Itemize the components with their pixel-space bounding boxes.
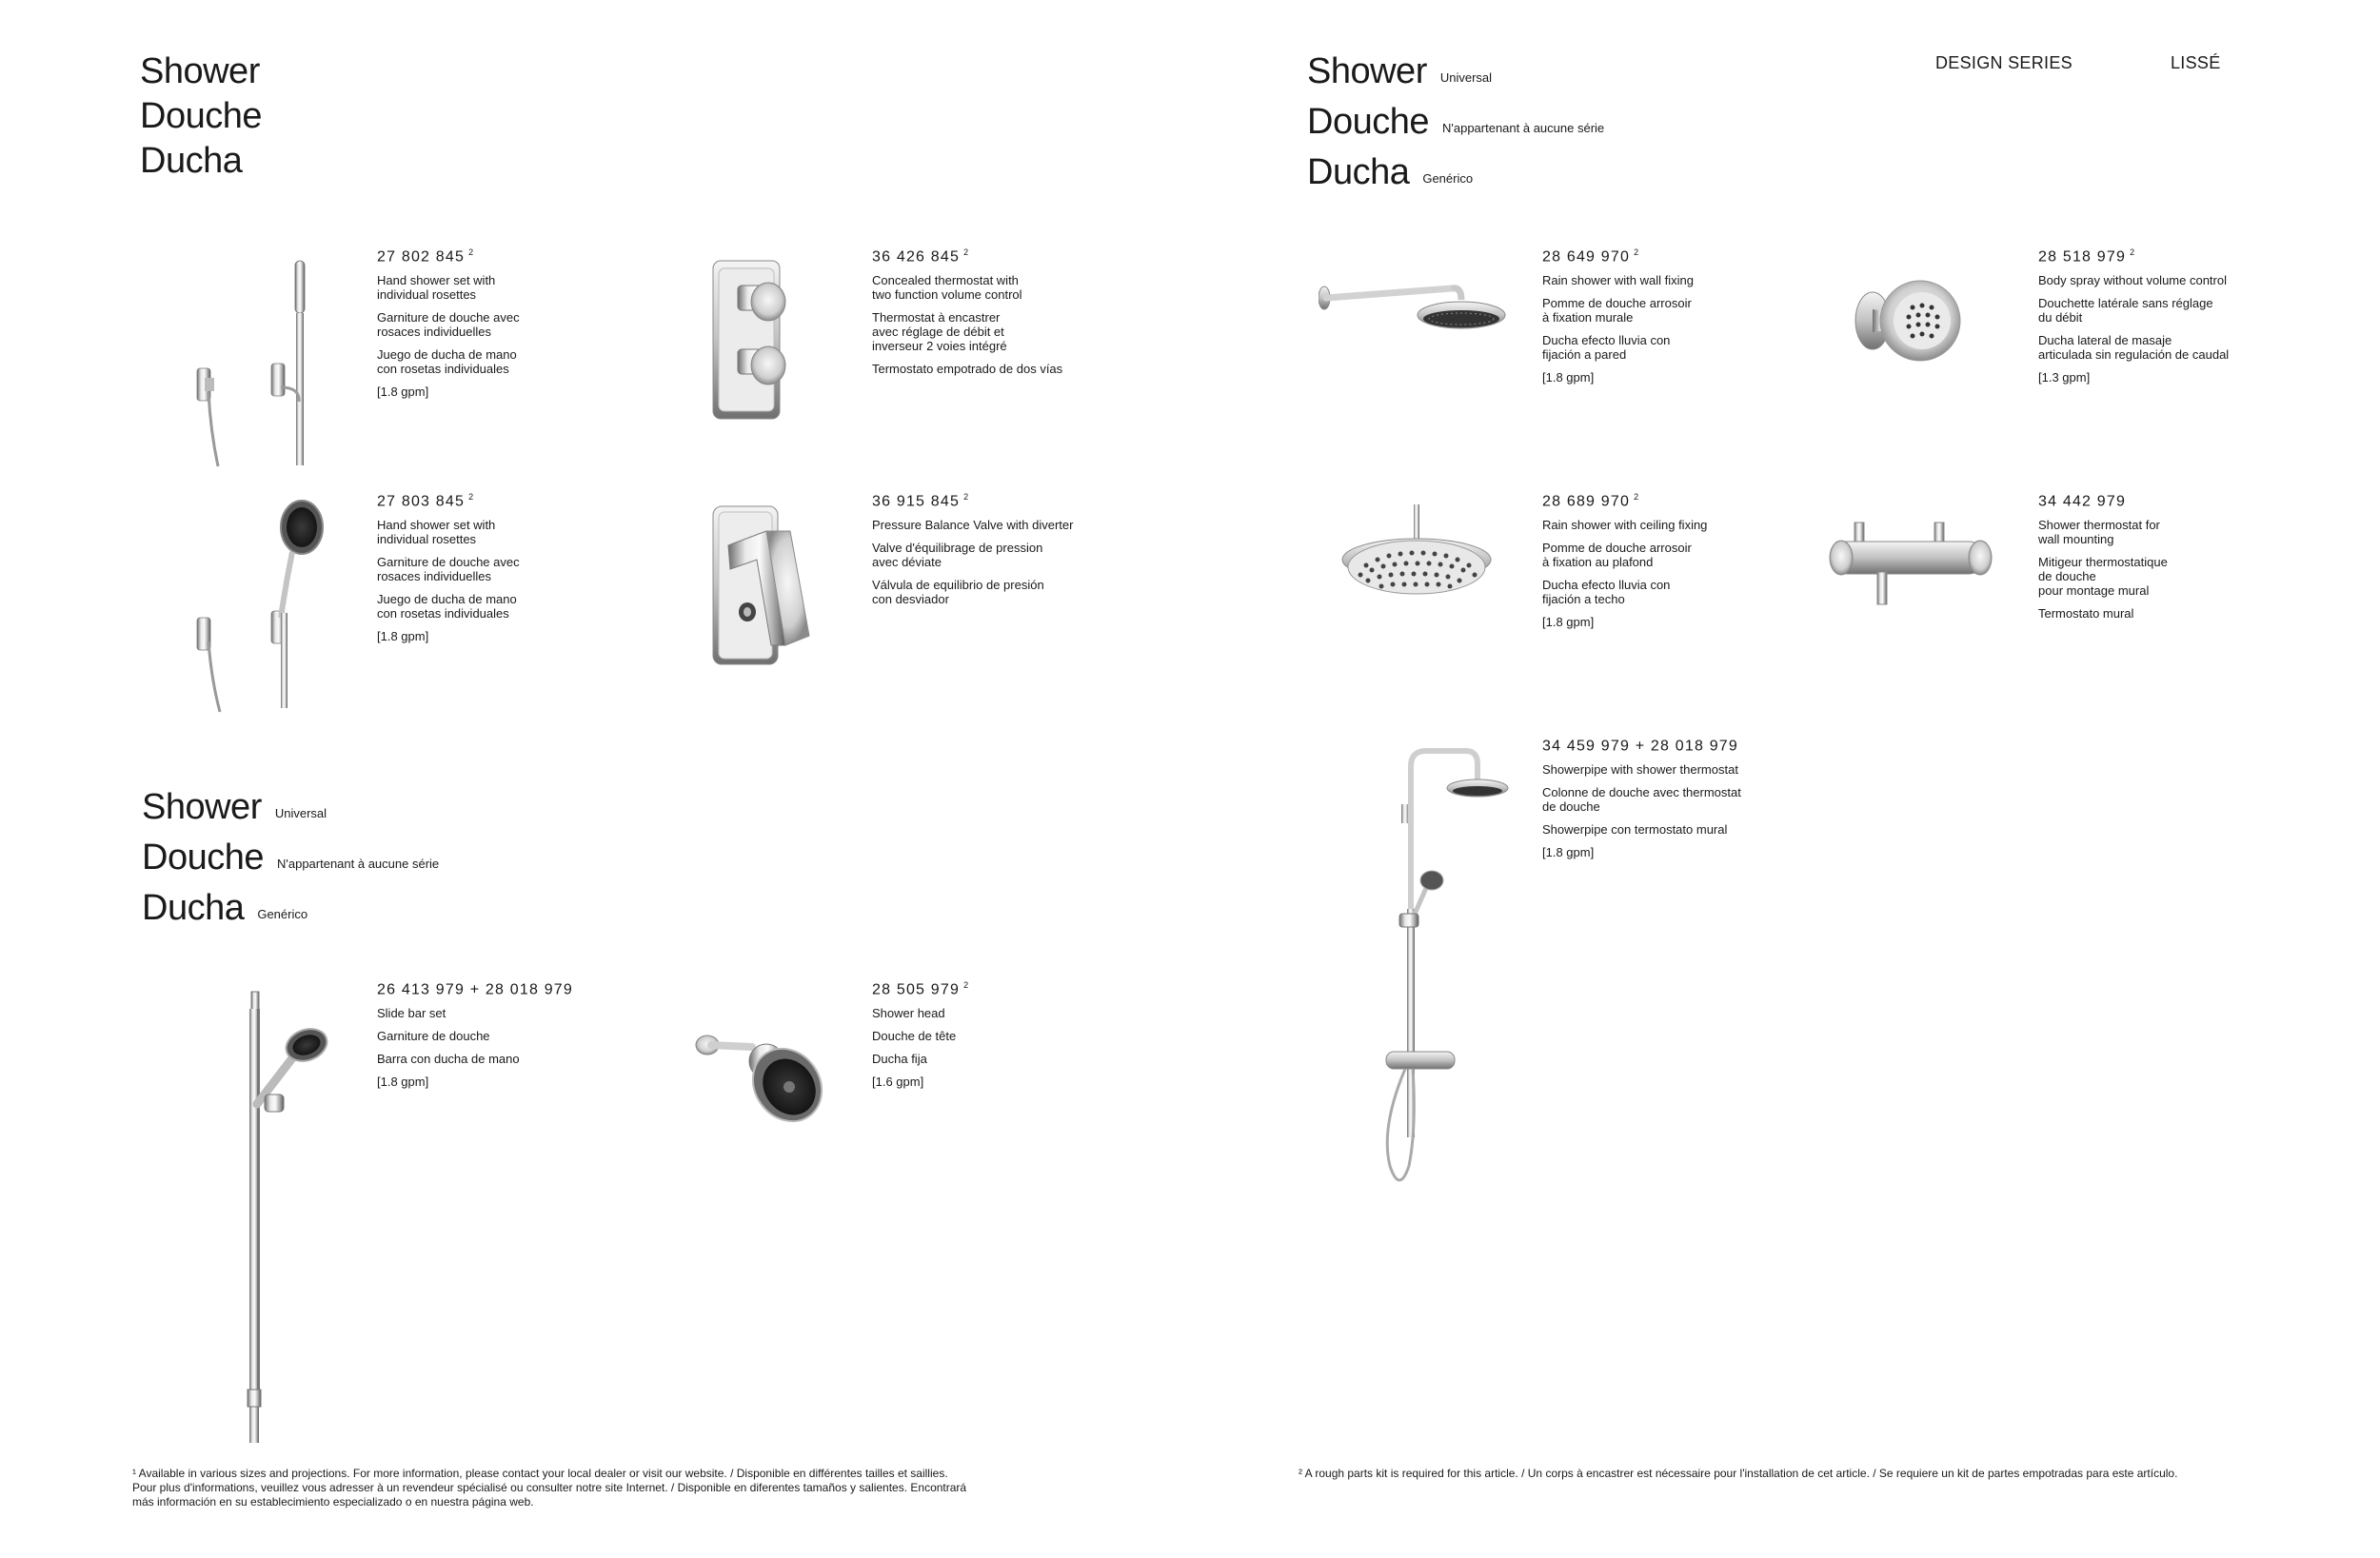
body-spray-image bbox=[1852, 271, 1966, 376]
product-desc-fr: Garniture de douche bbox=[377, 1029, 490, 1044]
product-desc-fr: Garniture de douche avec rosaces individuelles bbox=[377, 310, 520, 340]
product-code: 34 442 979 bbox=[2038, 493, 2127, 510]
shower-thermostat-image bbox=[1828, 519, 1999, 614]
product-code: 34 459 979 + 28 018 979 bbox=[1542, 738, 1738, 755]
product-flow-rate: [1.8 gpm] bbox=[1542, 370, 1595, 385]
footnote-ref: 2 bbox=[468, 247, 475, 257]
product-desc-es: Ducha efecto lluvia con fijación a techo bbox=[1542, 578, 1671, 607]
heading-word: Ducha bbox=[140, 141, 243, 181]
heading-word: Shower bbox=[140, 51, 260, 91]
product-code: 28 518 979 bbox=[2038, 248, 2127, 266]
product-code: 28 689 970 bbox=[1542, 493, 1631, 510]
product-desc-fr: Thermostat à encastrer avec réglage de débit et inverseur 2 voies intégré bbox=[872, 310, 1007, 354]
heading-word: Shower bbox=[142, 787, 262, 827]
product-desc-en: Rain shower with ceiling fixing bbox=[1542, 518, 1708, 533]
footnote-ref: 2 bbox=[1634, 247, 1640, 257]
product-desc-es: Juego de ducha de mano con rosetas individuales bbox=[377, 592, 517, 621]
product-desc-fr: Mitigeur thermostatique de douche pour montage mural bbox=[2038, 555, 2168, 599]
product-desc-fr: Pomme de douche arrosoir à fixation murale bbox=[1542, 296, 1692, 325]
product-desc-en: Body spray without volume control bbox=[2038, 273, 2227, 288]
footnote-ref: 2 bbox=[963, 247, 970, 257]
product-desc-es: Showerpipe con termostato mural bbox=[1542, 822, 1728, 838]
product-desc-en: Shower thermostat for wall mounting bbox=[2038, 518, 2160, 547]
footnote-left: ¹ Available in various sizes and projections. For more information, please contact your local dealer or visit our website. / Disponible en différentes tailles et saillies. Pour plus d'informations, veuillez vous adresser à un revendeur spécialisé ou consulter notre site Internet. / Disponible en diferentes tamaños y salientes. Encontrará más información en su establecimiento especializado o en nuestra página web. bbox=[132, 1467, 967, 1509]
product-flow-rate: [1.3 gpm] bbox=[2038, 370, 2091, 385]
product-code: 26 413 979 + 28 018 979 bbox=[377, 981, 573, 998]
heading-word: Douche bbox=[140, 96, 262, 136]
heading-word: Ducha bbox=[1307, 152, 1410, 192]
product-code: 36 915 845 bbox=[872, 493, 961, 510]
heading-sub: Universal bbox=[274, 806, 327, 820]
series-name: LISSÉ bbox=[2171, 53, 2221, 72]
heading-left-bottom bbox=[142, 785, 439, 937]
footnote-ref: 2 bbox=[468, 492, 475, 502]
design-series-label: DESIGN SERIES bbox=[1935, 53, 2073, 72]
product-27802845 bbox=[377, 247, 644, 407]
product-code: 27 803 845 bbox=[377, 493, 466, 510]
heading-sub: N'appartenant à aucune série bbox=[1441, 121, 1605, 135]
footnote-ref: 2 bbox=[963, 980, 970, 990]
product-flow-rate: [1.8 gpm] bbox=[1542, 845, 1595, 860]
product-desc-en: Slide bar set bbox=[377, 1006, 446, 1021]
product-desc-es: Ducha fija bbox=[872, 1052, 927, 1067]
product-desc-en: Rain shower with wall fixing bbox=[1542, 273, 1694, 288]
product-desc-en: Showerpipe with shower thermostat bbox=[1542, 762, 1738, 778]
heading-sub: Genérico bbox=[257, 907, 308, 921]
product-desc-fr: Pomme de douche arrosoir à fixation au plafond bbox=[1542, 541, 1692, 570]
product-flow-rate: [1.8 gpm] bbox=[377, 629, 429, 644]
footnote-right: ² A rough parts kit is required for this article. / Un corps à encastrer est nécessaire pour l'installation de cet article. / Se requiere un kit de partes empotradas para este artículo. bbox=[1299, 1467, 2178, 1480]
product-desc-es: Ducha lateral de masaje articulada sin regulación de caudal bbox=[2038, 333, 2230, 363]
product-code: 28 505 979 bbox=[872, 981, 961, 998]
product-flow-rate: [1.8 gpm] bbox=[377, 385, 429, 400]
heading-word: Ducha bbox=[142, 888, 245, 928]
heading-sub: Universal bbox=[1439, 70, 1493, 85]
product-27803845 bbox=[377, 492, 644, 652]
product-desc-es: Termostato empotrado de dos vías bbox=[872, 362, 1063, 377]
rain-shower-wall-image bbox=[1319, 269, 1509, 336]
concealed-thermostat-image bbox=[709, 259, 804, 421]
product-36915845 bbox=[872, 492, 1139, 615]
heading-word: Douche bbox=[1307, 102, 1429, 142]
product-28505979 bbox=[872, 980, 1139, 1097]
product-code: 36 426 845 bbox=[872, 248, 961, 266]
product-code: 28 649 970 bbox=[1542, 248, 1631, 266]
shower-head-image bbox=[690, 1009, 833, 1133]
product-desc-es: Juego de ducha de mano con rosetas individuales bbox=[377, 347, 517, 377]
product-28518979 bbox=[2038, 247, 2305, 393]
product-36426845 bbox=[872, 247, 1139, 385]
product-desc-en: Concealed thermostat with two function volume control bbox=[872, 273, 1022, 303]
heading-word: Douche bbox=[142, 838, 264, 878]
product-flow-rate: [1.6 gpm] bbox=[872, 1075, 924, 1090]
product-desc-fr: Douchette latérale sans réglage du débit bbox=[2038, 296, 2213, 325]
product-desc-fr: Garniture de douche avec rosaces individuelles bbox=[377, 555, 520, 584]
footnote-ref: 2 bbox=[2130, 247, 2136, 257]
product-28649970 bbox=[1542, 247, 1809, 393]
product-desc-es: Termostato mural bbox=[2038, 606, 2134, 621]
product-desc-fr: Douche de tête bbox=[872, 1029, 957, 1044]
heading-left-top bbox=[140, 49, 262, 184]
product-desc-fr: Valve d'équilibrage de pression avec déviate bbox=[872, 541, 1043, 570]
product-desc-en: Hand shower set with individual rosettes bbox=[377, 518, 496, 547]
footnote-ref: 2 bbox=[1634, 492, 1640, 502]
product-desc-en: Hand shower set with individual rosettes bbox=[377, 273, 496, 303]
heading-sub: Genérico bbox=[1422, 171, 1474, 186]
footnote-ref: 2 bbox=[963, 492, 970, 502]
product-28689970 bbox=[1542, 492, 1809, 638]
product-desc-es: Barra con ducha de mano bbox=[377, 1052, 520, 1067]
product-desc-fr: Colonne de douche avec thermostat de douche bbox=[1542, 785, 1741, 815]
product-26413979 bbox=[377, 980, 644, 1097]
product-flow-rate: [1.8 gpm] bbox=[377, 1075, 429, 1090]
product-desc-es: Ducha efecto lluvia con fijación a pared bbox=[1542, 333, 1671, 363]
heading-sub: N'appartenant à aucune série bbox=[276, 857, 440, 871]
product-desc-es: Válvula de equilibrio de presión con desviador bbox=[872, 578, 1044, 607]
showerpipe-image bbox=[1371, 747, 1514, 1190]
pressure-balance-valve-image bbox=[709, 503, 823, 669]
heading-word: Shower bbox=[1307, 51, 1427, 91]
product-desc-en: Shower head bbox=[872, 1006, 945, 1021]
product-flow-rate: [1.8 gpm] bbox=[1542, 615, 1595, 630]
slide-bar-set-image bbox=[228, 990, 343, 1447]
product-34459979 bbox=[1542, 737, 1809, 868]
product-34442979 bbox=[2038, 492, 2305, 629]
hand-shower-set-image bbox=[186, 259, 319, 468]
product-desc-en: Pressure Balance Valve with diverter bbox=[872, 518, 1074, 533]
hand-shower-set-image bbox=[186, 499, 338, 713]
rain-shower-ceiling-image bbox=[1338, 503, 1495, 617]
heading-right bbox=[1307, 49, 1604, 201]
product-code: 27 802 845 bbox=[377, 248, 466, 266]
